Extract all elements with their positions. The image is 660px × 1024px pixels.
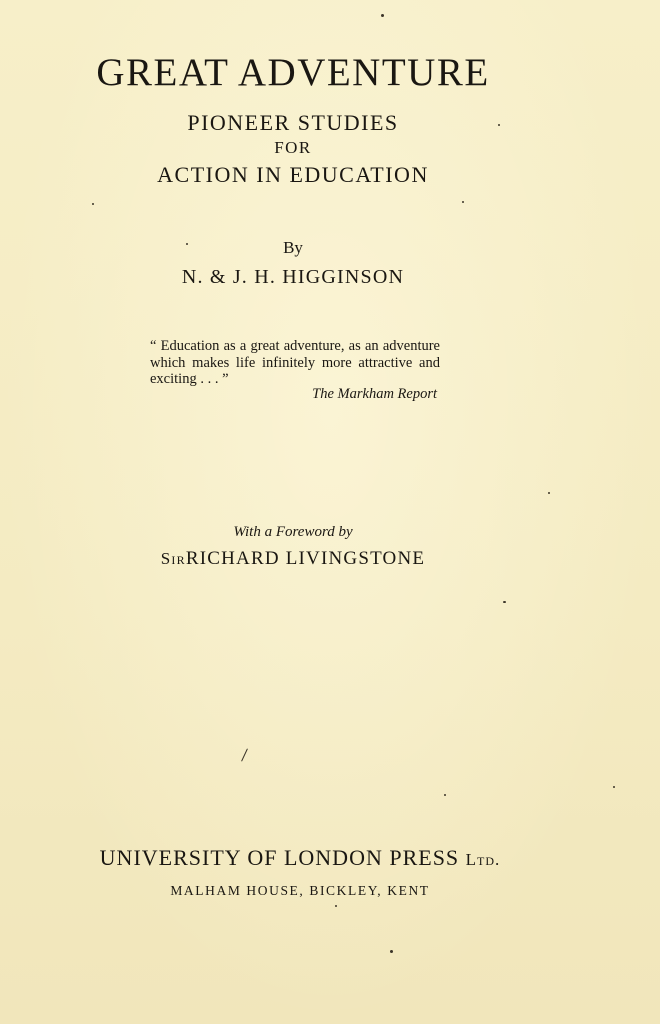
paper-speck [92,203,94,205]
paper-speck [381,14,384,17]
subtitle-line-2: FOR [274,138,312,157]
foreword-author-prefix: Sir [160,549,186,568]
paper-speck [498,124,500,126]
epigraph-quote: “ Education as a great adventure, as an adventure which makes life infinitely more attractive and exciting . . . ” [150,338,440,387]
epigraph-source: The Markham Report [312,386,437,402]
publisher-address: MALHAM HOUSE, BICKLEY, KENT [170,883,430,898]
paper-speck [548,492,550,494]
paper-speck [186,243,188,245]
foreword-author [0,548,623,570]
by-label: By [283,238,303,257]
paper-speck [390,950,393,953]
publisher-name [0,845,630,871]
publisher-name-main: UNIVERSITY OF LONDON PRESS [99,845,460,870]
foreword-author-name: RICHARD LIVINGSTONE [185,548,426,569]
publisher-name-suffix: Ltd. [465,850,501,869]
paper-speck [444,794,446,796]
foreword-label: With a Foreword by [233,524,353,540]
authors: N. & J. H. HIGGINSON [181,266,405,288]
paper-speck [241,748,248,761]
subtitle-line-3: ACTION IN EDUCATION [157,162,429,187]
paper-speck [335,905,337,907]
paper-speck [462,201,464,203]
book-title: GREAT ADVENTURE [96,51,490,94]
paper-speck [613,786,615,788]
paper-speck [503,601,506,603]
subtitle-line-1: PIONEER STUDIES [187,110,399,135]
